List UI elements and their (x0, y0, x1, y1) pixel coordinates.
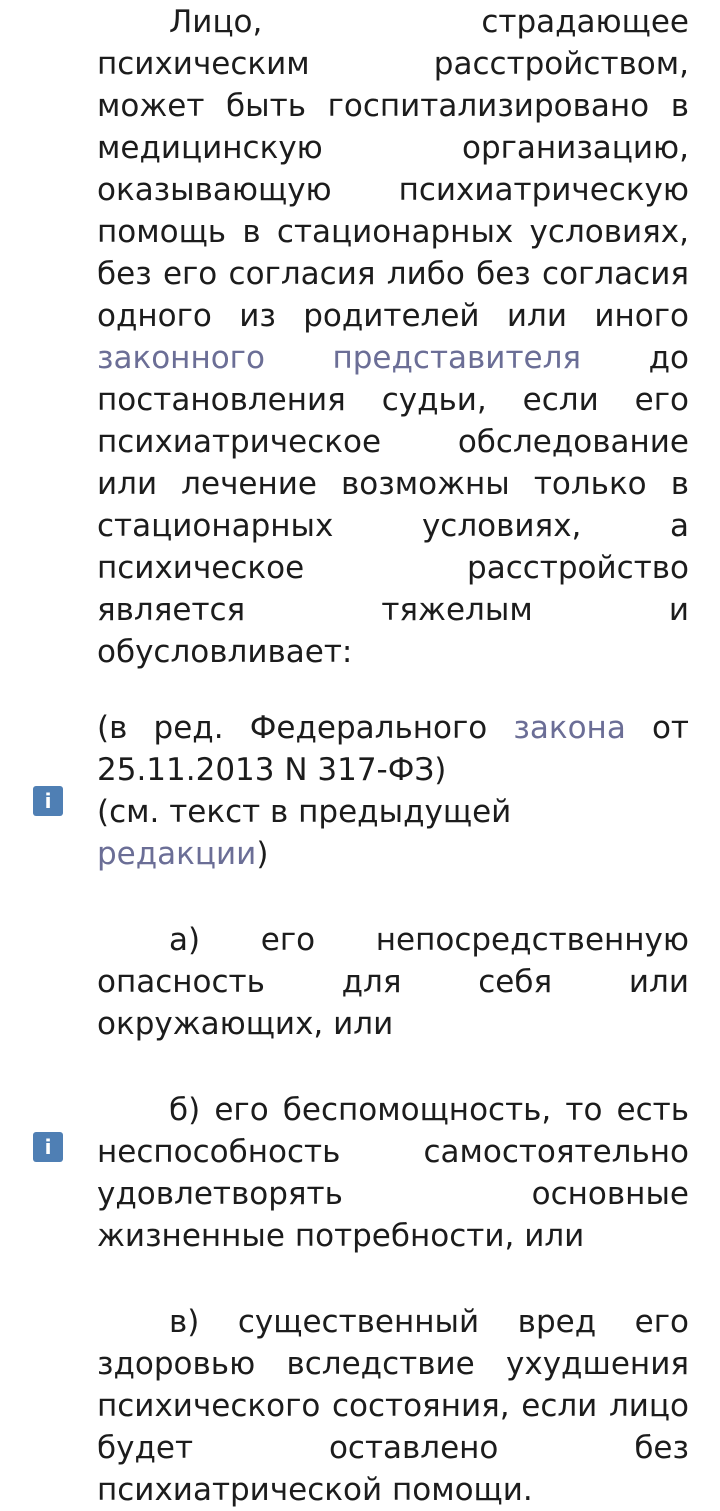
previous-edition-note (97, 791, 689, 875)
info-icon[interactable]: i (33, 786, 63, 816)
info-icon[interactable]: i (33, 1132, 63, 1162)
document-body (97, 0, 689, 1511)
legal-representative-link[interactable]: законного представителя (97, 340, 582, 376)
previous-edition-link[interactable]: редакции (97, 836, 257, 872)
federal-law-link[interactable]: закона (513, 710, 626, 746)
paragraph-main-text-1: Лицо, страдающее психическим расстройством, может быть госпитализировано в медицинскую организацию, оказывающую психиатрическую помощь в стационарных условиях, без его согласия либо без согласия одного из родителей или иного (97, 4, 689, 334)
revision-note-text-1: (в ред. Федерального (97, 710, 514, 746)
revision-note (97, 707, 689, 791)
revision-note-text-2: от 25.11.2013 N 317-ФЗ) (97, 710, 689, 788)
item-c: в) существенный вред его здоровью вследствие ухудшения психического состояния, если лицо будет оставлено без психиатрической помощи. (97, 1304, 689, 1508)
item-a: а) его непосредственную опасность для себя или окружающих, или (97, 922, 689, 1042)
previous-edition-text-2: ) (256, 836, 269, 872)
paragraph-main (97, 0, 689, 673)
item-b: б) его беспомощность, то есть неспособность самостоятельно удовлетворять основные жизненные потребности, или (97, 1092, 689, 1254)
previous-edition-text-1: (см. текст в предыдущей (97, 794, 512, 830)
paragraph-main-text-2: до постановления судьи, если его психиатрическое обследование или лечение возможны только в стационарных условиях, а психическое расстройство является тяжелым и обусловливает: (97, 340, 689, 670)
